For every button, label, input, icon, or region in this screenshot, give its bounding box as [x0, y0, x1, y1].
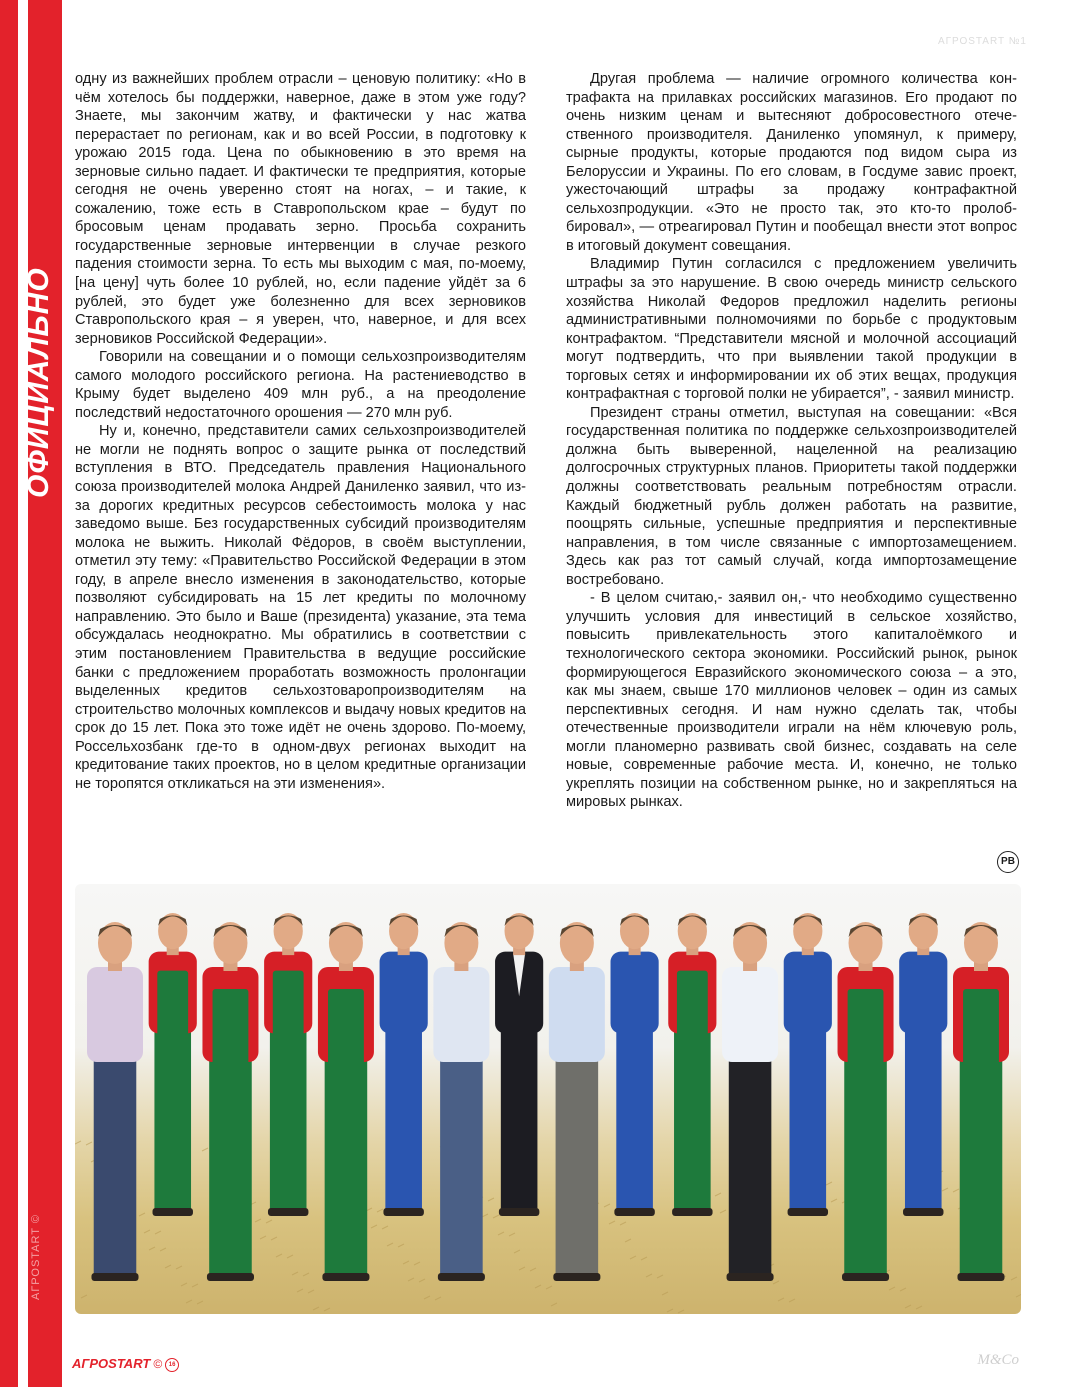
person: [264, 913, 312, 1216]
stubble: [630, 1256, 636, 1259]
stubble: [144, 1230, 150, 1233]
stubble: [424, 1296, 430, 1299]
stubble: [916, 1306, 922, 1309]
person-shoes: [903, 1208, 943, 1216]
stubble: [831, 1199, 837, 1202]
person: [495, 913, 543, 1216]
person-torso: [899, 952, 947, 1034]
stubble: [75, 1141, 81, 1144]
person-shoes: [553, 1273, 600, 1281]
overalls-bib: [963, 989, 999, 1069]
person-shoes: [207, 1273, 254, 1281]
stubble: [313, 1307, 319, 1310]
stubble: [514, 1250, 520, 1253]
person: [668, 913, 716, 1216]
stubble: [377, 1209, 383, 1212]
paragraph: Ну и, конечно, представители самих сельхозпроизводителей не могли не поднять вопрос о защите рынка от последствий вступления в ВТО. Председатель правления Национального союза производителей молока Андрей Даниленко заявил, что из-за дорогих кредитных ресурсов себестоимость молока у нас заведомо выше. Без государственных субсидий производителям молока не выжить. Николай Фёдоров, в своём выступлении, отметил эту тему: «Правительство Российской Федерации в этом году, в апреле внесло изменения в законодательство, которые позволяют субсидировать на 15 лет кредиты по молочному направлению. Это было и Ваше (президента) указание, эта тема обсуждалась неоднократно. Мы обратились в соответствии с этим постановлением Правительства в ведущие российские банки с предложением проработать возможность пролонгации выделенных кредитов сельхозтоваропроизводителям на строительство молочных комплексов и выдачу новых кредитов на срок до 15 лет. Пока это тоже идёт не очень здорово. По-моему, Россельхозбанк где-то в одном-двух регионах выходит на кредитование таких проектов, но в целом кредитные организации не торопятся откликаться на эти изменения».: [75, 423, 526, 792]
stubble: [303, 1273, 309, 1276]
overalls-bib: [848, 989, 884, 1069]
stubble: [551, 1303, 557, 1306]
section-label: ОФИЦИАЛЬНО: [22, 267, 55, 498]
stubble: [678, 1310, 684, 1313]
stubble: [149, 1247, 155, 1250]
person-torso: [549, 967, 605, 1062]
stubble: [181, 1283, 187, 1286]
person: [549, 922, 605, 1281]
group-photo: [75, 884, 1021, 1314]
stubble: [192, 1284, 198, 1287]
stubble: [86, 1142, 92, 1145]
person-shoes: [91, 1273, 138, 1281]
stubble: [625, 1239, 631, 1242]
person-torso: [784, 952, 832, 1034]
person: [149, 913, 197, 1216]
stubble: [297, 1289, 303, 1292]
person: [87, 922, 143, 1281]
person: [380, 913, 428, 1216]
overalls-bib: [213, 989, 249, 1069]
person-torso: [87, 967, 143, 1062]
paragraph: Владимир Путин согласился с предложением увеличить штрафы за это нарушение. В свою очередь министр сельского хозяйства Николай Федоров предложил наделить регионы административными полномочиями по борьбе с продуктовым контрафактом. “Представители мясной и молочной ассоциаций могут подтвердить, что при выявлении такой продукции в торговых сетях и информировании их об этих вещах, продукция контрафактная с торговой полки не убирается”, - заявил министр.: [566, 256, 1017, 403]
footer-brand-suffix: START: [108, 1356, 151, 1371]
person-shoes: [383, 1208, 423, 1216]
stubble: [276, 1254, 282, 1257]
stubble: [662, 1292, 668, 1295]
stubble: [900, 1288, 906, 1291]
stubble: [408, 1278, 414, 1281]
person: [202, 922, 258, 1281]
person: [722, 922, 778, 1281]
person-shoes: [268, 1208, 308, 1216]
person-shoes: [788, 1208, 828, 1216]
stubble: [826, 1182, 832, 1185]
stubble: [715, 1193, 721, 1196]
footer-brand-prefix: АГРО: [72, 1356, 109, 1371]
person: [611, 913, 659, 1216]
person: [433, 922, 489, 1281]
paragraph: Президент страны отметил, выступая на совещании: «Вся государственная политика по поддержке сельхозпроизводителей должна быть выверенной, нацеленной на реализацию долгосрочных структурных планов. Приоритеты такой поддержки должны соответствовать реальным потребностям отрасли. Каждый бюджетный рубль должен работать на развитие, поощрять сильные, успешные предприятия и перспективные направления, в том числе связанные с импортозамещением. Здесь как раз тот самый случай, когда импортозамещение востребовано.: [566, 404, 1017, 588]
stubble: [398, 1244, 404, 1247]
stubble: [202, 1148, 208, 1151]
left-red-bar: [0, 0, 62, 1387]
stubble: [186, 1300, 192, 1303]
stubble: [197, 1301, 203, 1304]
stubble: [657, 1275, 663, 1278]
stubble: [435, 1297, 441, 1300]
stubble: [720, 1210, 726, 1213]
person-torso: [433, 967, 489, 1062]
stubble: [778, 1298, 784, 1301]
person-shoes: [672, 1208, 712, 1216]
stubble: [160, 1248, 166, 1251]
stubble: [530, 1268, 536, 1271]
stubble: [942, 1188, 948, 1191]
stubble: [905, 1305, 911, 1308]
article-end-mark: РВ: [997, 851, 1019, 873]
overalls-bib: [677, 971, 708, 1040]
stubble: [667, 1309, 673, 1312]
stubble: [387, 1243, 393, 1246]
person-shoes: [153, 1208, 193, 1216]
person: [784, 913, 832, 1216]
stubble: [287, 1255, 293, 1258]
paragraph: - В целом считаю,- заявил он,- что необходимо существенно улучшить условия для инвестиций в сельское хозяйство, повысить привлекательность этого капиталоёмкого и технологического сектора экономики. Российский рынок, рынок формирующегося Евразийского экономического союза – а это, как мы знаем, свыше 170 миллионов человек – один из самых перспективных сегодня. И нам нужно сделать так, чтобы отечественные производители играли на нём ключевую роль, могли планомерно развивать свой бизнес, создавать на селе новые, современные рабочие места. И, конечно, не только укреплять позиции на собственном рынке, но и закрепляться на мировых рынках.: [566, 590, 1017, 811]
stubble: [266, 1220, 272, 1223]
group-photo-illustration: [75, 884, 1021, 1314]
stubble: [493, 1215, 499, 1218]
stubble: [382, 1226, 388, 1229]
stubble: [604, 1204, 610, 1207]
stubble: [260, 1236, 266, 1239]
footer-copyright: ©: [153, 1357, 163, 1371]
overalls-bib: [157, 971, 188, 1040]
header-ghost-title: АГРОSTART №1: [937, 36, 1027, 47]
stubble: [1011, 1277, 1017, 1280]
person-shoes: [499, 1208, 539, 1216]
person-shoes: [614, 1208, 654, 1216]
stubble: [889, 1287, 895, 1290]
article-right-column: [566, 70, 1017, 812]
footer-publisher-mark: M&Co: [977, 1352, 1019, 1368]
stubble: [324, 1308, 330, 1311]
footer-badge-icon: 16: [165, 1358, 179, 1372]
stubble: [414, 1262, 420, 1265]
stubble: [535, 1285, 541, 1288]
stubble: [498, 1232, 504, 1235]
person: [953, 922, 1009, 1281]
overalls-bib: [328, 989, 364, 1069]
stubble: [81, 1295, 87, 1298]
overalls-bib: [273, 971, 304, 1040]
paragraph: Говорили на совещании и о помощи сельхозпроизводителям самого молодого российского региона. На растениеводство в Крыму будет выделено 409 млн руб., а на преодоление последствий недостаточного орошения — 270 млн руб.: [75, 349, 526, 421]
person-shoes: [322, 1273, 369, 1281]
stubble: [292, 1272, 298, 1275]
stubble: [620, 1222, 626, 1225]
stubble: [308, 1290, 314, 1293]
stubble: [403, 1261, 409, 1264]
person-torso: [380, 952, 428, 1034]
stubble: [953, 1189, 959, 1192]
person: [899, 913, 947, 1216]
stubble: [519, 1267, 525, 1270]
article-left-column: [75, 70, 526, 793]
person-shoes: [438, 1273, 485, 1281]
stubble: [773, 1281, 779, 1284]
stubble: [165, 1265, 171, 1268]
person-shoes: [957, 1273, 1004, 1281]
stubble: [176, 1266, 182, 1269]
person-torso: [722, 967, 778, 1062]
paragraph: Другая проблема — наличие огромного количества контрафакта на прилавках российских магазинов. Его продают по очень низким ценам и вытесняют добросовестного отечественного производителя. Даниленко упомянул, к примеру, сырные продукты, которые продаются под видом сыра из Белоруссии и Украины. По его словам, в Госдуме завис проект, ужесточающий штрафы за продажу контрафактной сельхозпродукции. «Это не просто так, это кто-то пролоббировал», — отреагировал Путин и пообещал внести этот вопрос в итоговый документ совещания.: [566, 71, 1017, 254]
paragraph: одну из важнейших проблем отрасли – ценовую политику: «Но в чём хотелось бы поддержки, наверное, даже в этом уже году? Знаете, мы закончим жатву, и фактически у нас жатва перерастает по регионам, как и во всей России, в подготовку к урожаю 2015 года. Цена по обыкновению в это время на зерновые сильно падает. И фактически те предприятия, которые сегодня не очень уверенно стоят на ногах, – и такие, к сожалению, тоже есть в Ставропольском крае – будут по бросовым ценам продавать зерно. Просьба сохранить государственные зерновые интервенции в случае резкого падения стоимости зерна. То есть мы выходим с мая, по-моему, [на цену] чуть более 10 рублей, но, если падение уйдёт за 6 рублей, это будет уже болезненно для всех зерновиков Ставропольского края – я уверен, что, наверное, и для всех зерновиков Российской Федерации».: [75, 71, 526, 347]
stubble: [419, 1279, 425, 1282]
person: [838, 922, 894, 1281]
stubble: [641, 1257, 647, 1260]
person-shoes: [727, 1273, 774, 1281]
stubble: [155, 1231, 161, 1234]
stubble: [488, 1198, 494, 1201]
stubble: [509, 1233, 515, 1236]
stubble: [789, 1299, 795, 1302]
footer-brand: [72, 1356, 179, 1372]
stubble: [139, 1213, 145, 1216]
side-brand-vertical: АГРОSTART ©: [30, 1214, 42, 1300]
stubble: [646, 1274, 652, 1277]
left-bar-stripe: [18, 0, 28, 1387]
person-shoes: [842, 1273, 889, 1281]
stubble: [546, 1286, 552, 1289]
person-torso: [611, 952, 659, 1034]
stubble: [482, 1214, 488, 1217]
stubble: [271, 1237, 277, 1240]
person: [318, 922, 374, 1281]
stubble: [371, 1225, 377, 1228]
stubble: [255, 1219, 261, 1222]
stubble: [609, 1221, 615, 1224]
stubble: [1016, 1294, 1021, 1297]
